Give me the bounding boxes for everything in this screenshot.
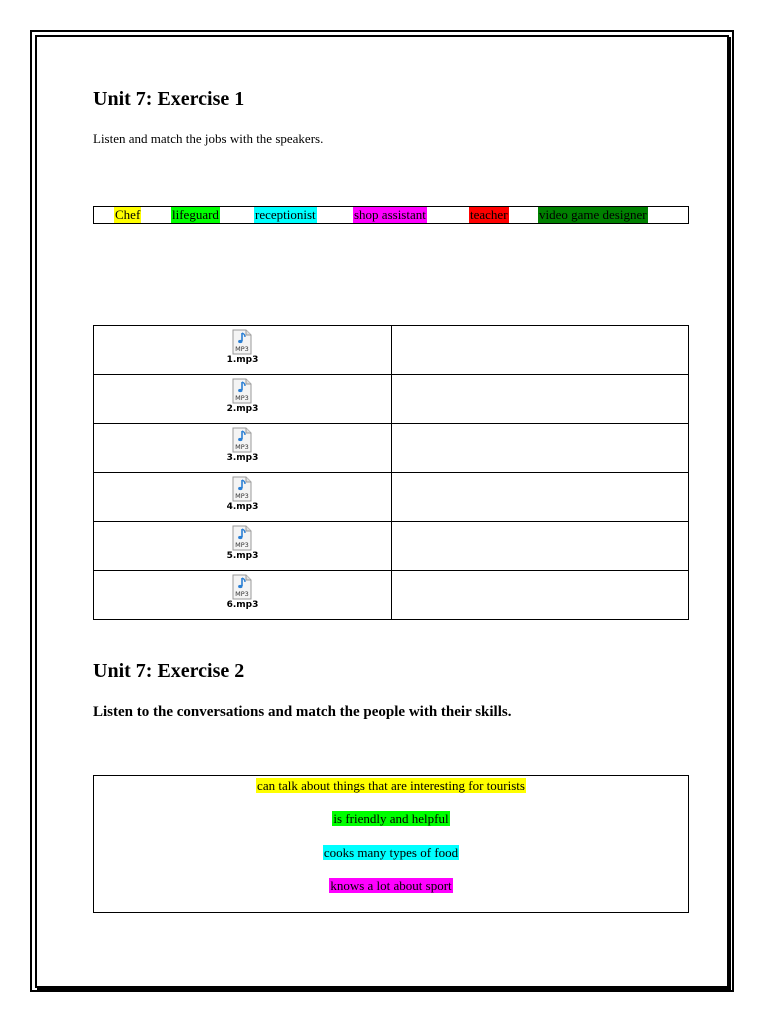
answer-cell[interactable] — [392, 326, 689, 375]
svg-text:MP3: MP3 — [235, 443, 250, 451]
skills-box — [93, 775, 689, 913]
job-lifeguard: lifeguard — [172, 207, 219, 222]
skill-item — [94, 811, 688, 827]
table-row — [94, 522, 689, 571]
answer-cell[interactable] — [392, 522, 689, 571]
mp3-file-icon — [230, 525, 254, 551]
skill-label: cooks many types of food — [323, 845, 459, 860]
mp3-file-attachment[interactable] — [227, 525, 259, 561]
job-receptionist: receptionist — [255, 207, 316, 222]
table-row — [94, 424, 689, 473]
audio-match-table — [93, 325, 689, 620]
table-row — [94, 473, 689, 522]
mp3-file-icon — [230, 378, 254, 404]
skill-item — [94, 778, 688, 794]
mp3-file-icon — [230, 476, 254, 502]
audio-cell — [94, 424, 392, 473]
svg-text:MP3: MP3 — [235, 541, 250, 549]
mp3-file-attachment[interactable] — [227, 329, 259, 365]
job-shop-assistant: shop assistant — [354, 207, 426, 222]
audio-filename: 1.mp3 — [226, 355, 259, 365]
mp3-file-attachment[interactable] — [227, 574, 259, 610]
answer-cell[interactable] — [392, 424, 689, 473]
audio-cell — [94, 326, 392, 375]
mp3-file-icon — [230, 329, 254, 355]
job-video-game-designer: video game designer — [539, 207, 647, 222]
skill-item — [94, 878, 688, 894]
job-teacher: teacher — [470, 207, 508, 222]
answer-cell[interactable] — [392, 375, 689, 424]
mp3-file-attachment[interactable] — [227, 476, 259, 512]
audio-filename: 6.mp3 — [226, 600, 259, 610]
exercise1-instruction: Listen and match the jobs with the speakers. — [93, 131, 324, 146]
audio-filename: 4.mp3 — [226, 502, 259, 512]
skill-item — [94, 845, 688, 861]
skill-label: knows a lot about sport — [330, 878, 452, 893]
audio-cell — [94, 375, 392, 424]
mp3-file-attachment[interactable] — [227, 427, 259, 463]
exercise2-instruction: Listen to the conversations and match the people with their skills. — [93, 704, 512, 720]
mp3-file-icon — [230, 427, 254, 453]
answer-cell[interactable] — [392, 473, 689, 522]
svg-text:MP3: MP3 — [235, 492, 250, 500]
job-chef: Chef — [115, 207, 141, 222]
table-row — [94, 571, 689, 620]
table-row — [94, 326, 689, 375]
mp3-file-icon — [230, 574, 254, 600]
skill-label: is friendly and helpful — [333, 811, 449, 826]
audio-cell — [94, 571, 392, 620]
audio-cell — [94, 473, 392, 522]
audio-filename: 5.mp3 — [226, 551, 259, 561]
skill-label: can talk about things that are interesting for tourists — [257, 778, 525, 793]
mp3-file-attachment[interactable] — [227, 378, 259, 414]
audio-filename: 3.mp3 — [226, 453, 259, 463]
job-word-bank — [93, 206, 689, 224]
audio-cell — [94, 522, 392, 571]
answer-cell[interactable] — [392, 571, 689, 620]
exercise2-title: Unit 7: Exercise 2 — [93, 660, 245, 682]
table-row — [94, 375, 689, 424]
exercise1-title: Unit 7: Exercise 1 — [93, 88, 245, 110]
svg-text:MP3: MP3 — [235, 590, 250, 598]
svg-text:MP3: MP3 — [235, 345, 250, 353]
audio-filename: 2.mp3 — [226, 404, 259, 414]
svg-text:MP3: MP3 — [235, 394, 250, 402]
